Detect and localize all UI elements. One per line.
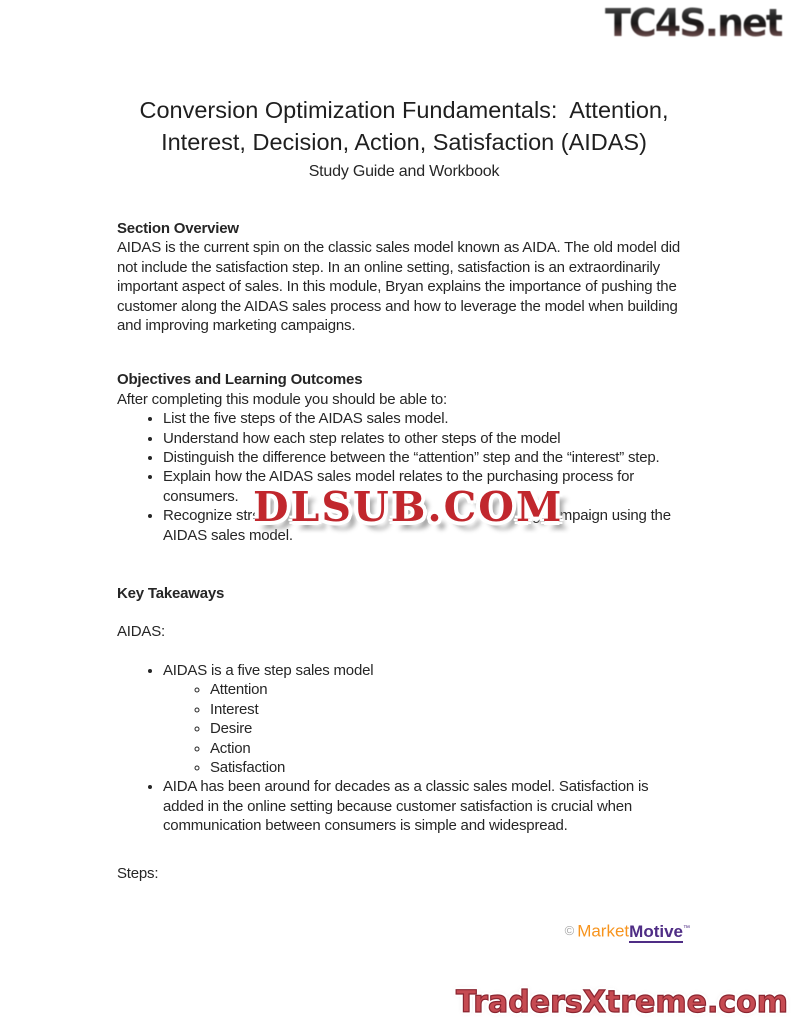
key-takeaways-heading: Key Takeaways (117, 585, 225, 603)
aidas-label: AIDAS: (117, 622, 165, 640)
copyright-icon: © (564, 922, 575, 938)
tc4s-site-logo: TC4S.net (604, 1, 782, 45)
dlsub-watermark: DLSUB.COM (253, 483, 564, 531)
obscured-text-after: g campaign using the (532, 507, 671, 525)
aidas-step: ◦ Attention (210, 680, 691, 699)
takeaway-item: • AIDA has been around for decades as a classic sales model. Satisfaction is added in the online setting because customer satisfaction is crucial when communication between consumers is simple and widespread. (163, 777, 691, 835)
aidas-steps-sublist (163, 680, 691, 777)
takeaway-item-text: AIDAS is a five step sales model (163, 661, 374, 679)
marketmotive-logo-motive: Motive (629, 921, 683, 941)
section-overview-paragraph: AIDAS is the current spin on the classic sales model known as AIDA. The old model did not include the satisfaction step. In an online setting, satisfaction is an extraordinarily important aspect of sales. In this module, Bryan explains the importance of pushing the customer along the AIDAS sales process and how to leverage the model when building and improving marketing campaigns. (117, 239, 681, 335)
steps-label: Steps: (117, 864, 159, 882)
document-body (117, 0, 691, 883)
document-title-line1: Conversion Optimization Fundamentals: Attention, (139, 97, 669, 123)
objective-item: • Explain how the AIDAS sales model relates to the purchasing process for consumers. (163, 467, 691, 506)
document-title-line2: Interest, Decision, Action, Satisfaction (AIDAS) (161, 129, 647, 155)
takeaways-list (117, 661, 691, 836)
aidas-step: ◦ Satisfaction (210, 758, 691, 777)
obscured-text-before: Recognize stre (163, 507, 261, 525)
marketmotive-logo-market: Market (577, 921, 630, 941)
aidas-step: ◦ Action (210, 739, 691, 758)
objectives-heading: Objectives and Learning Outcomes (117, 371, 363, 389)
marketmotive-logo (565, 918, 690, 943)
objectives-intro: After completing this module you should be able to: (117, 390, 448, 408)
section-overview-heading: Section Overview (117, 220, 239, 237)
objective-item: • List the five steps of the AIDAS sales model. (163, 409, 691, 428)
tradersxtreme-footer-logo: TradersXtreme.com (456, 985, 788, 1020)
objective-item: • Distinguish the difference between the “attention” step and the “interest” step. (163, 448, 691, 467)
document-subtitle: Study Guide and Workbook (308, 163, 500, 180)
aidas-step: ◦ Desire (210, 719, 691, 738)
takeaway-item (163, 661, 691, 777)
aidas-step: ◦ Interest (210, 700, 691, 719)
objective-item: • Understand how each step relates to other steps of the model (163, 429, 691, 448)
trademark-icon: ™ (683, 925, 690, 932)
obscured-text-line2: AIDAS sales model. (163, 526, 293, 544)
document-title (117, 94, 691, 158)
